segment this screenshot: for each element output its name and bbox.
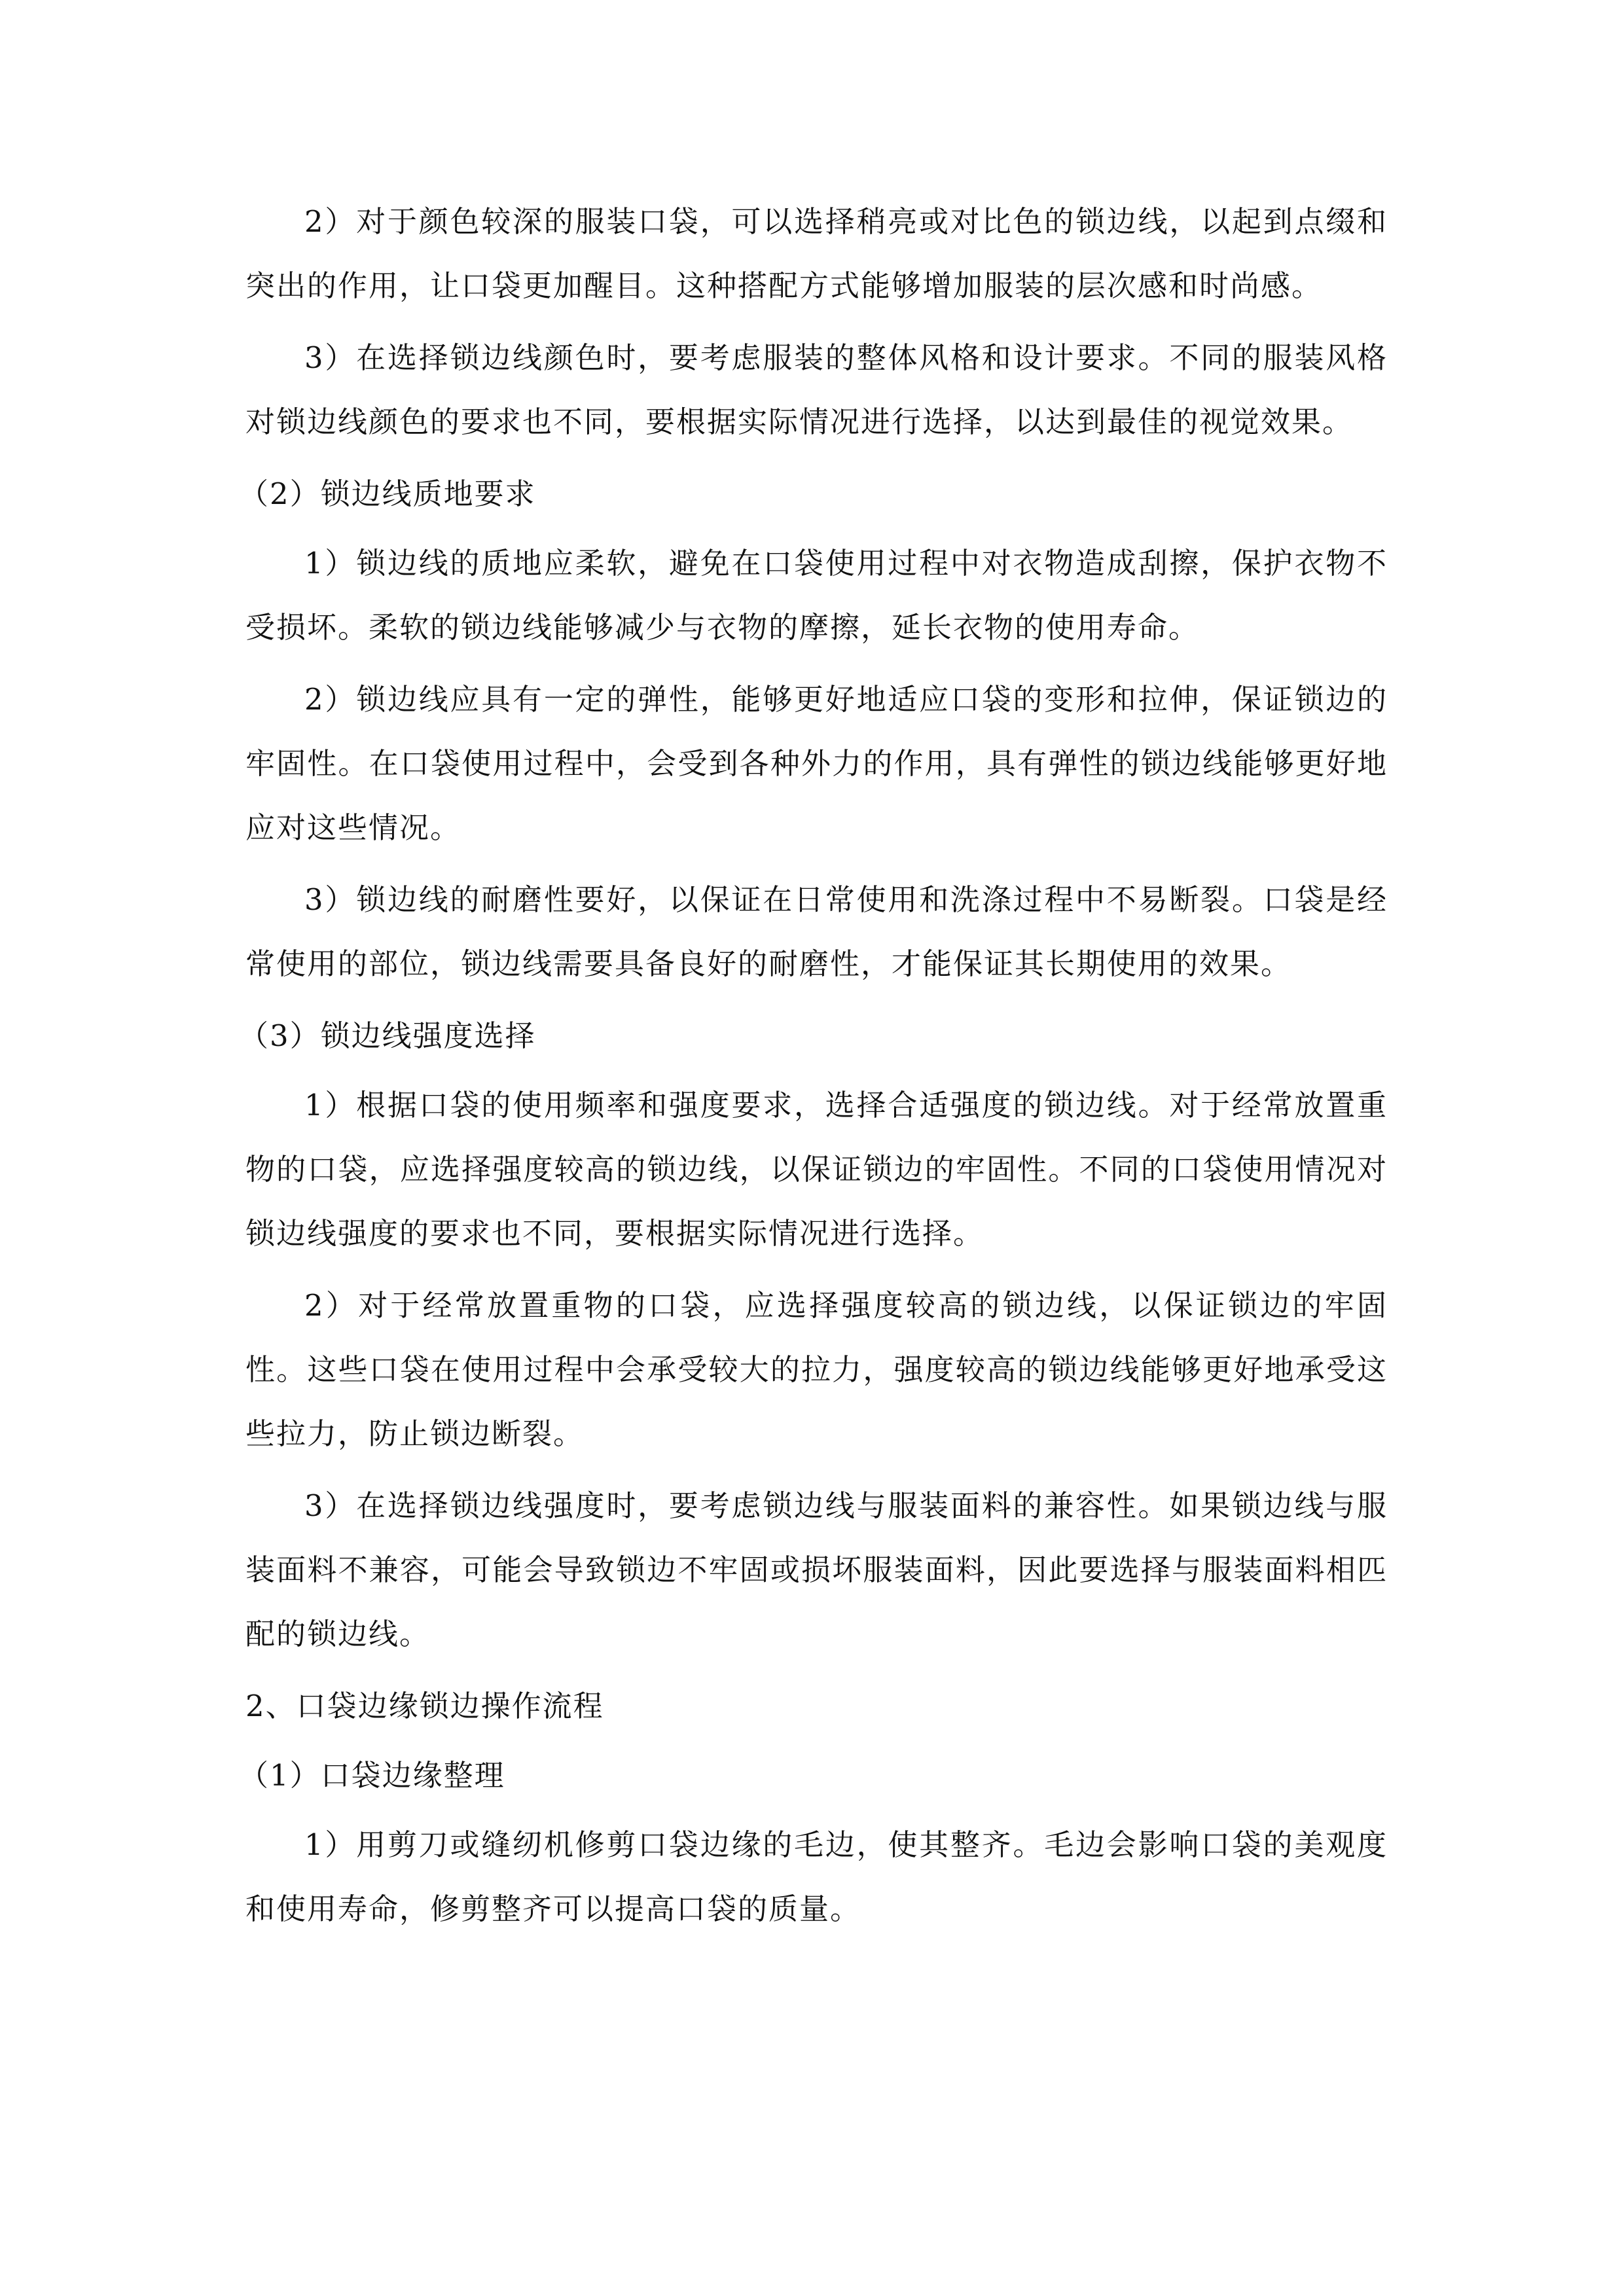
paragraph-color-dark: 2）对于颜色较深的服装口袋，可以选择稍亮或对比色的锁边线，以起到点缀和突出的作用，让口袋更加醒目。这种搭配方式能够增加服装的层次感和时尚感。 <box>245 204 1388 303</box>
paragraph-texture-wear: 3）锁边线的耐磨性要好，以保证在日常使用和洗涤过程中不易断裂。口袋是经常使用的部位，锁边线需要具备良好的耐磨性，才能保证其长期使用的效果。 <box>245 882 1388 981</box>
paragraph-texture-elastic: 2）锁边线应具有一定的弹性，能够更好地适应口袋的变形和拉伸，保证锁边的牢固性。在口袋使用过程中，会受到各种外力的作用，具有弹性的锁边线能够更好地应对这些情况。 <box>245 682 1388 845</box>
paragraph-edge-trim: 1）用剪刀或缝纫机修剪口袋边缘的毛边，使其整齐。毛边会影响口袋的美观度和使用寿命，修剪整齐可以提高口袋的质量。 <box>245 1827 1388 1926</box>
section-heading-process: 2、口袋边缘锁边操作流程 <box>245 1689 604 1723</box>
paragraph-strength-frequency: 1）根据口袋的使用频率和强度要求，选择合适强度的锁边线。对于经常放置重物的口袋，应选择强度较高的锁边线，以保证锁边的牢固性。不同的口袋使用情况对锁边线强度的要求也不同，要根据实际情况进行选择。 <box>245 1088 1388 1251</box>
paragraph-strength-heavy: 2）对于经常放置重物的口袋，应选择强度较高的锁边线，以保证锁边的牢固性。这些口袋在使用过程中会承受较大的拉力，强度较高的锁边线能够更好地承受这些拉力，防止锁边断裂。 <box>245 1288 1388 1451</box>
paragraph-color-style: 3）在选择锁边线颜色时，要考虑服装的整体风格和设计要求。不同的服装风格对锁边线颜色的要求也不同，要根据实际情况进行选择，以达到最佳的视觉效果。 <box>245 340 1388 439</box>
paragraph-strength-compat: 3）在选择锁边线强度时，要考虑锁边线与服装面料的兼容性。如果锁边线与服装面料不兼容，可能会导致锁边不牢固或损坏服装面料，因此要选择与服装面料相匹配的锁边线。 <box>245 1488 1388 1651</box>
subheading-edge-trim: （1）口袋边缘整理 <box>239 1758 505 1793</box>
subheading-strength: （3）锁边线强度选择 <box>239 1018 536 1053</box>
subheading-texture: （2）锁边线质地要求 <box>239 476 536 511</box>
paragraph-texture-soft: 1）锁边线的质地应柔软，避免在口袋使用过程中对衣物造成刮擦，保护衣物不受损坏。柔软的锁边线能够减少与衣物的摩擦，延长衣物的使用寿命。 <box>245 546 1388 645</box>
document-body <box>239 190 1388 1949</box>
